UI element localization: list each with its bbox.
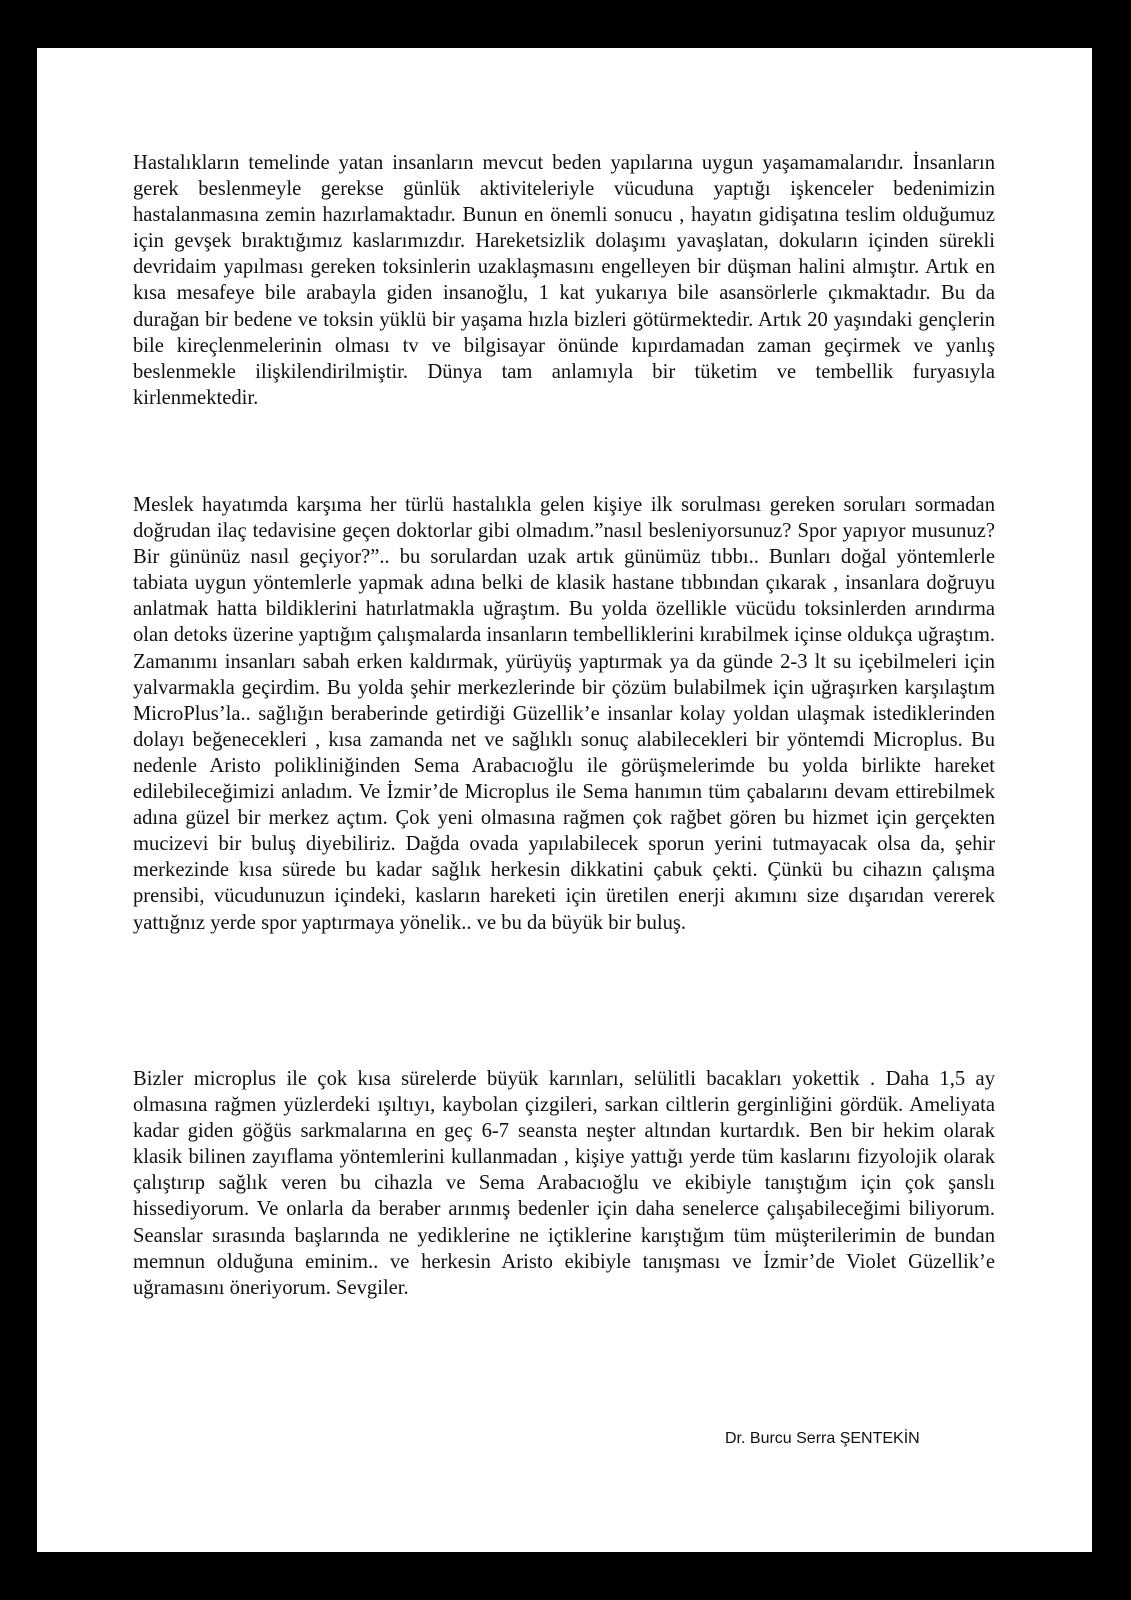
paragraph-3: Bizler microplus ile çok kısa sürelerde büyük karınları, selülitli bacakları yokettik . Daha 1,5 ay olmasına rağmen yüzlerdeki ışıltıyı, kaybolan çizgileri, sarkan ciltlerin gerginliğini gördük. Ameliyata kadar giden göğüs sarkmalarına en geç 6-7 seansta neşter altından kurtardık. Ben bir hekim olarak klasik bilinen zayıflama yöntemlerini kullanmadan , kişiye yattığı yerde tüm kaslarını fizyolojik olarak çalıştırıp sağlık veren bu cihazla ve Sema Arabacıoğlu ve ekibiyle tanıştığım için çok şanslı hissediyorum. Ve onlarla da beraber arınmış bedenler için daha senelerce çalışabileceğimi biliyorum. Seanslar sırasında başlarında ne yediklerine ne içtiklerine karıştığım tüm müşterilerimin de bundan memnun olduğuna eminim.. ve herkesin Aristo ekibiyle tanışması ve İzmir’de Violet Güzellik’e uğramasını öneriyorum. Sevgiler. [133, 1068, 995, 1299]
paragraph-2: Meslek hayatımda karşıma her türlü hastalıkla gelen kişiye ilk sorulması gereken soruları sormadan doğrudan ilaç tedavisine geçen doktorlar gibi olmadım.”nasıl besleniyorsunuz? Spor yapıyor musunuz? Bir gününüz nasıl geçiyor?”.. bu sorulardan uzak artık günümüz tıbbı.. Bunları doğal yöntemlerle tabiata uygun yöntemlerle yapmak adına belki de klasik hastane tıbbından çıkarak , insanlara doğruyu anlatmak hatta bildiklerini hatırlatmakla uğraştım. Bu yolda özellikle vücüdu toksinlerden arındırma olan detoks üzerine yaptığım çalışmalarda insanların tembelliklerini kırabilmek içinse oldukça uğraştım. Zamanımı insanları sabah erken kaldırmak, yürüyüş yaptırmak ya da günde 2-3 lt su içebilmeleri için yalvarmakla geçirdim. Bu yolda şehir merkezlerinde bir çözüm bulabilmek için uğraşırken karşılaştım MicroPlus’la.. sağlığın beraberinde getirdiği Güzellik’e insanlar kolay yoldan ulaşmak istediklerinden dolayı beğenecekleri , kısa zamanda net ve sağlıklı sonuç alabilecekleri bir yöntemdi Microplus. Bu nedenle Aristo polikliniğinden Sema Arabacıoğlu ile görüşmelerimde bu yolda birlikte hareket edilebileceğimizi anladım. Ve İzmir’de Microplus ile Sema hanımın tüm çabalarını devam ettirebilmek adına güzel bir merkez açtım. Çok yeni olmasına rağmen çok rağbet gören bu hizmet için gerçekten mucizevi bir buluş diyebiliriz. Dağda ovada yapılabilecek sporun yerini tutmayacak olsa da, şehir merkezinde kısa sürede bu kadar sağlık herkesin dikkatini çabuk çekti. Çünkü bu cihazın çalışma prensibi, vücudunuzun içindeki, kasların hareketi için üretilen enerji akımını size dışarıdan vererek yattığnız yerde spor yaptırmaya yönelik.. ve bu da büyük bir buluş. [133, 494, 995, 934]
signature: Dr. Burcu Serra ŞENTEKİN [725, 1430, 920, 1447]
document-page [37, 48, 1092, 1552]
paragraph-1: Hastalıkların temelinde yatan insanların mevcut beden yapılarına uygun yaşamamalarıdır. İnsanların gerek beslenmeyle gerekse günlük aktiviteleriyle vücuduna yaptığı işkenceler bedenimizin hastalanmasına zemin hazırlamaktadır. Bunun en önemli sonucu , hayatın gidişatına teslim olduğumuz için gevşek bıraktığımız kaslarımızdır. Hareketsizlik dolaşımı yavaşlatan, dokuların içinden sürekli devridaim yapılması gereken toksinlerin uzaklaşmasını engelleyen bir düşman halini almıştır. Artık en kısa mesafeye bile arabayla giden insanoğlu, 1 kat yukarıya bile asansörlerle çıkmaktadır. Bu da durağan bir bedene ve toksin yüklü bir yaşama hızla bizleri götürmektedir. Artık 20 yaşındaki gençlerin bile kireçlenmelerinin olması tv ve bilgisayar önünde kıpırdamadan zaman geçirmek ve yanlış beslenmekle ilişkilendirilmiştir. Dünya tam anlamıyla bir tüketim ve tembellik furyasıyla kirlenmektedir. [133, 152, 995, 409]
